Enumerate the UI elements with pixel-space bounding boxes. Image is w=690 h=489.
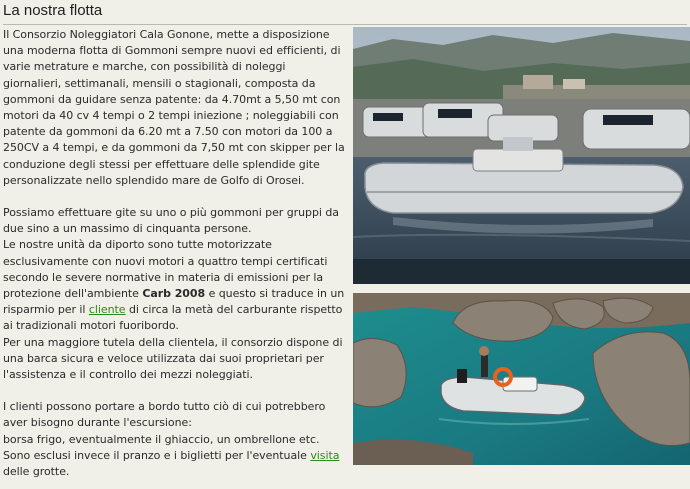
paragraph-fleet: Il Consorzio Noleggiatori Cala Gonone, mette a disposizione una moderna flotta di Gommoni sempre nuovi ed efficienti, di varie metrature e marche, con possibilità di noleggi giornalieri, settimanali, mensili o stagionali, composta da gommoni da guidare senza patente: da 4.70mt a 5,50 mt con motori da 40 cv 4 tempi o 2 tempi iniezione ; noleggiabili con patente da gommoni da 6.20 mt a 7.50 con motori da 100 a 250CV a 4 tempi, e da gommoni da 7,50 mt con skipper per la conduzione degli stessi per effettuare delle splendide gite personalizzate nello splendido mare de Golfo di Orosei. bbox=[3, 28, 345, 187]
harbor-boats-photo bbox=[353, 27, 690, 284]
items-text: borsa frigo, eventualmente il ghiaccio, un ombrellone etc. Sono esclusi invece il pranzo e i biglietti per l'eventuale bbox=[3, 432, 320, 462]
engines-text-2: e questo si traduce in un risparmio per il bbox=[3, 287, 345, 317]
paragraph-assistance: Per una maggiore tutela della clientela, il consorzio dispone di una barca sicura e veloce utilizzata dai suoi proprietari per l'assistenza e il controllo dei mezzi noleggiati. bbox=[3, 335, 343, 382]
paragraph-items bbox=[3, 432, 346, 481]
page-title: La nostra flotta bbox=[3, 0, 687, 25]
paragraph-engines bbox=[3, 237, 346, 334]
items-text-end: delle grotte. bbox=[3, 465, 70, 479]
visita-link[interactable]: visita bbox=[310, 448, 340, 462]
engines-text-3: di circa la metà del carburante rispetto ai tradizionali motori fuoribordo. bbox=[3, 303, 343, 333]
main-text bbox=[3, 27, 346, 480]
paragraph-items-intro: I clienti possono portare a bordo tutto ciò di cui potrebbero aver bisogno durante l'escursione: bbox=[3, 400, 326, 430]
paragraph-tours: Possiamo effettuare gite su uno o più gommoni per gruppi da due sino a un massimo di cinquanta persone. bbox=[3, 206, 339, 236]
engines-text: Le nostre unità da diporto sono tutte motorizzate esclusivamente con nuovi motori a quattro tempi certificati secondo le severe normative in materia di emissioni per la protezione dell'ambiente bbox=[3, 238, 328, 301]
boat-among-rocks-photo bbox=[353, 293, 690, 465]
cliente-link[interactable]: cliente bbox=[88, 303, 126, 317]
carb-2008-bold: Carb 2008 bbox=[142, 287, 206, 301]
